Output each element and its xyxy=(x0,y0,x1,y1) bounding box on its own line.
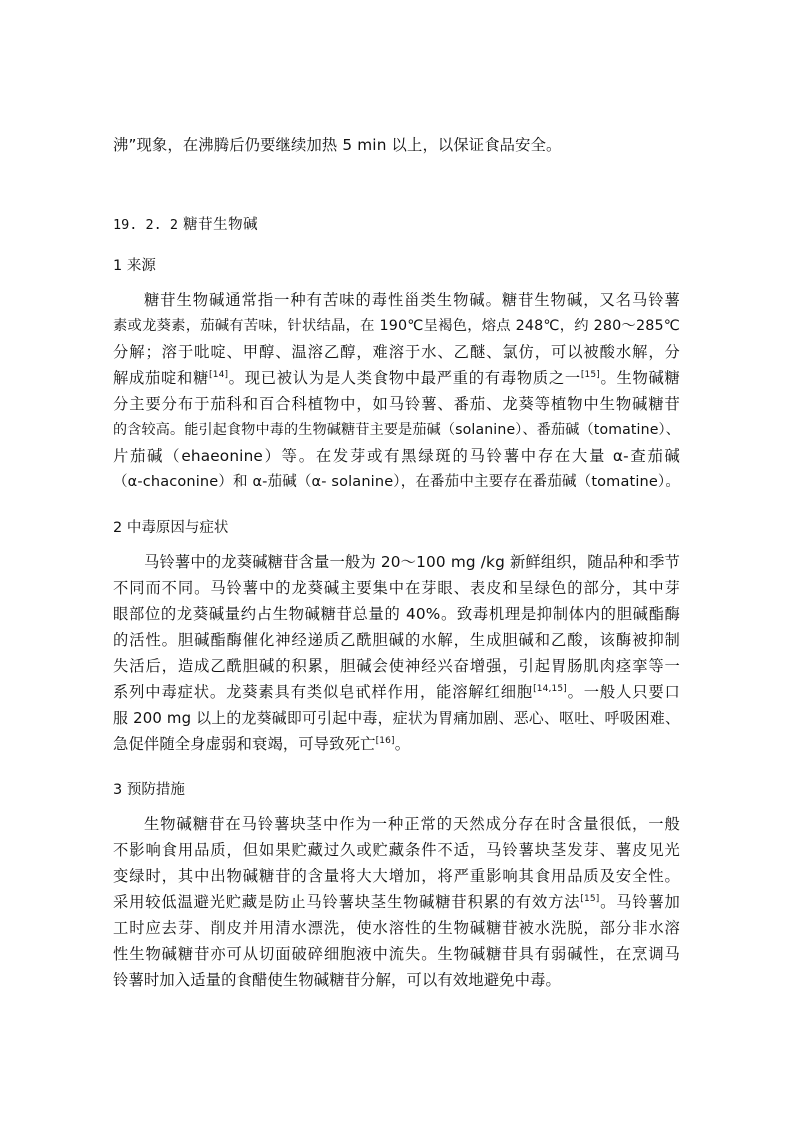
paragraph-line: 铃薯时加入适量的食醋使生物碱糖苷分解，可以有效地避免中毒。 xyxy=(113,971,561,989)
paragraph-line: （α-chaconine）和 α-茄碱（α- solanine），在番茄中主要存在番茄碱（tomatine）。 xyxy=(113,474,680,490)
line-text: 。一般人只要口 xyxy=(566,683,680,701)
line-text: 采用较低温避光贮藏是防止马铃薯块茎生物碱糖苷积累的有效方法 xyxy=(113,893,581,911)
line-text: 。 xyxy=(394,735,411,753)
paragraph-line: 变绿时，其中出物碱糖苷的含量将大大增加，将严重影响其食用品质及安全性。 xyxy=(113,867,680,885)
paragraph-line: 失活后，造成乙酰胆碱的积累，胆碱会使神经兴奋增强，引起胃肠肌肉痉挛等一 xyxy=(113,657,680,675)
line-text: 系列中毒症状。龙葵素具有类似皂甙样作用，能溶解红细胞 xyxy=(113,683,534,701)
paragraph-line xyxy=(113,682,680,702)
paragraph-line: 的活性。胆碱酯酶催化神经递质乙酰胆碱的水解，生成胆碱和乙酸，该酶被抑制 xyxy=(113,631,680,649)
paragraph-line: 糖苷生物碱通常指一种有苦味的毒性甾类生物碱。糖苷生物碱，又名马铃薯 xyxy=(144,291,680,309)
paragraph-line xyxy=(113,734,680,754)
paragraph-line: 不同而不同。马铃薯中的龙葵碱主要集中在芽眼、表皮和呈绿色的部分，其中芽 xyxy=(113,579,680,597)
paragraph-line: 片茄碱（ehaeonine）等。在发芽或有黑绿斑的马铃薯中存在大量 α-查茄碱 xyxy=(113,447,680,465)
citation: [15] xyxy=(580,893,600,904)
paragraph-line: 马铃薯中的龙葵碱糖苷含量一般为 20～100 mg /kg 新鲜组织，随品种和季节 xyxy=(144,553,680,571)
section-heading xyxy=(113,215,258,235)
section-number: 19. 2. 2 xyxy=(113,217,179,233)
subsection-heading-symptoms: 2 中毒原因与症状 xyxy=(113,520,229,536)
line-text: 。生物碱糖 xyxy=(599,369,680,387)
citation: [14] xyxy=(209,369,229,380)
subsection-heading-source: 1 来源 xyxy=(113,258,156,274)
citation: [15] xyxy=(580,369,600,380)
line-text: 解成茄啶和糖 xyxy=(113,369,210,387)
paragraph-line: 分解；溶于吡啶、甲醇、温溶乙醇，难溶于水、乙醚、氯仿，可以被酸水解，分 xyxy=(113,343,680,361)
paragraph-line xyxy=(113,892,680,912)
paragraph-line xyxy=(113,368,680,388)
paragraph-line: 生物碱糖苷在马铃薯块茎中作为一种正常的天然成分存在时含量很低，一般 xyxy=(144,815,680,833)
paragraph-line: 性生物碱糖苷亦可从切面破碎细胞液中流失。生物碱糖苷具有弱碱性，在烹调马 xyxy=(113,945,680,963)
paragraph-line: 的含较高。能引起食物中毒的生物碱糖苷主要是茄碱（solanine）、番茄碱（tomatine）、 xyxy=(113,422,680,438)
citation: [16] xyxy=(375,735,395,746)
paragraph-line: 分主要分布于茄科和百合科植物中，如马铃薯、番茄、龙葵等植物中生物碱糖苷 xyxy=(113,395,680,413)
paragraph-line: 服 200 mg 以上的龙葵碱即可引起中毒，症状为胃痛加剧、恶心、呕吐、呼吸困难、 xyxy=(113,709,680,727)
citation: [14,15] xyxy=(533,683,567,694)
line-text: 。马铃薯加 xyxy=(599,893,680,911)
line-text: 。现已被认为是人类食物中最严重的有毒物质之一 xyxy=(228,369,581,387)
line-text: 急促伴随全身虚弱和衰竭，可导致死亡 xyxy=(113,735,376,753)
paragraph-line: 眼部位的龙葵碱量约占生物碱糖苷总量的 40%。致毒机理是抑制体内的胆碱酯酶 xyxy=(113,605,680,623)
paragraph-line: 工时应去芽、削皮并用清水漂洗，使水溶性的生物碱糖苷被水洗脱，部分非水溶 xyxy=(113,919,680,937)
section-title: 糖苷生物碱 xyxy=(183,217,259,233)
paragraph-line: 素或龙葵素，茄碱有苦味，针状结晶，在 190℃呈褐色，熔点 248℃，约 280～285℃ xyxy=(113,318,680,334)
fragment-text: 沸”现象，在沸腾后仍要继续加热 5 min 以上，以保证食品安全。 xyxy=(113,136,562,154)
subsection-heading-prevention: 3 预防措施 xyxy=(113,782,185,798)
paragraph-line: 不影响食用品质，但如果贮藏过久或贮藏条件不适，马铃薯块茎发芽、薯皮见光 xyxy=(113,841,680,859)
paragraph-fragment xyxy=(113,135,680,155)
